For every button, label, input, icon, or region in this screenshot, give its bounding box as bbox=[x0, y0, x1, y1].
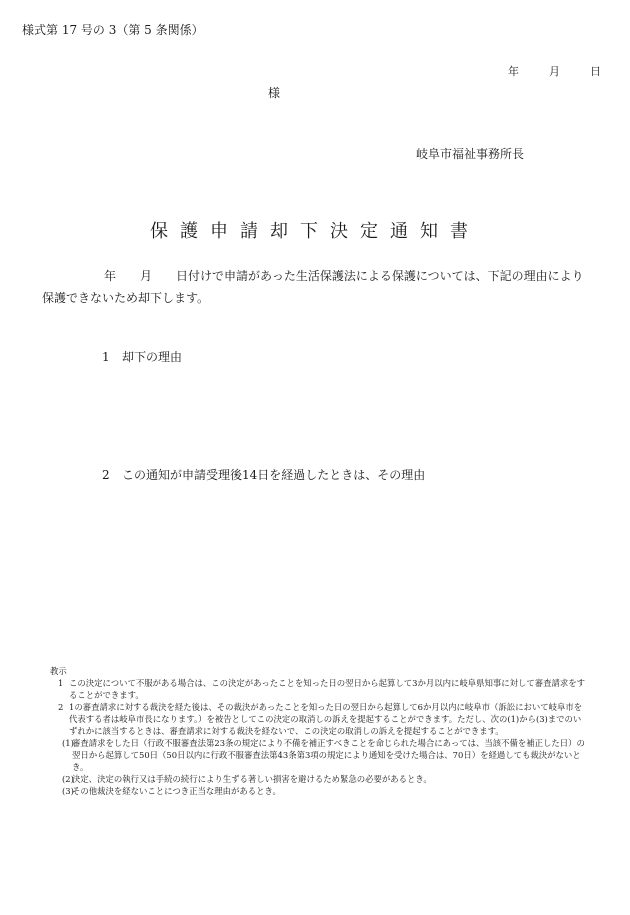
notice-subitem-text: 審査請求をした日（行政不服審査法第23条の規定により不備を補正すべきことを命じられた場合にあっては、当該不備を補正した日）の翌日から起算して50日（50日以内に行政不服審査法第43条第3項の規定により通知を受けた場合は、70日）を経過しても裁決がないとき。 bbox=[72, 738, 585, 772]
notice-item-number: 1 bbox=[58, 678, 64, 688]
recipient-suffix: 様 bbox=[268, 86, 281, 100]
reason-item-1 bbox=[102, 348, 182, 365]
notice-item bbox=[48, 677, 588, 701]
notice-subitem bbox=[48, 773, 588, 785]
issuer: 岐阜市福祉事務所長 bbox=[416, 147, 525, 161]
item-label: 却下の理由 bbox=[122, 350, 183, 364]
notice-subitem bbox=[48, 785, 588, 797]
form-number: 様式第 17 号の 3（第 5 条関係） bbox=[22, 23, 204, 37]
notice-heading: 教示 bbox=[50, 666, 67, 676]
item-label: この通知が申請受理後14日を経過したときは、その理由 bbox=[122, 468, 426, 482]
notice-subitem-number: (1) bbox=[62, 738, 74, 748]
date-year-label: 年 bbox=[508, 65, 519, 78]
notice-subitem-number: (3) bbox=[62, 786, 74, 796]
body-year-label: 年 bbox=[104, 269, 117, 283]
reason-item-2 bbox=[102, 466, 425, 483]
notice-subitem-number: (2) bbox=[62, 774, 74, 784]
item-number: 1 bbox=[102, 350, 110, 364]
notice-item bbox=[48, 701, 588, 737]
notice-subitem bbox=[48, 737, 588, 773]
notice-subitem-text: 決定、決定の執行又は手続の続行により生ずる著しい損害を避けるため緊急の必要があるとき。 bbox=[72, 774, 432, 784]
body-month-label: 月 bbox=[140, 269, 153, 283]
document-title: 保護申請却下決定通知書 bbox=[150, 221, 480, 242]
notice-item-text: 1の審査請求に対する裁決を経た後は、その裁決があったことを知った日の翌日から起算して6か月以内に岐阜市（訴訟において岐阜市を代表する者は岐阜市長になります。）を被告としてこの決定の取消しの訴えを提起することができます。ただし、次の(1)から(3)までのいずれかに該当するときは、審査請求に対する裁決を経ないで、この決定の取消しの訴えを提起することができます。 bbox=[69, 702, 583, 736]
notice-item-number: 2 bbox=[58, 702, 64, 712]
date-month-label: 月 bbox=[549, 65, 560, 78]
appeal-notice bbox=[48, 665, 588, 797]
body-paragraph bbox=[42, 265, 587, 309]
date-day-label: 日 bbox=[590, 65, 601, 78]
item-number: 2 bbox=[102, 468, 110, 482]
date-line bbox=[508, 63, 605, 79]
notice-item-text: この決定について不服がある場合は、この決定があったことを知った日の翌日から起算して3か月以内に岐阜県知事に対して審査請求をすることができます。 bbox=[69, 678, 585, 700]
body-text: 日付けで申請があった生活保護法による保護については、下記の理由により保護できないため却下します。 bbox=[42, 269, 584, 305]
notice-subitem-text: その他裁決を経ないことにつき正当な理由があるとき。 bbox=[72, 786, 281, 796]
